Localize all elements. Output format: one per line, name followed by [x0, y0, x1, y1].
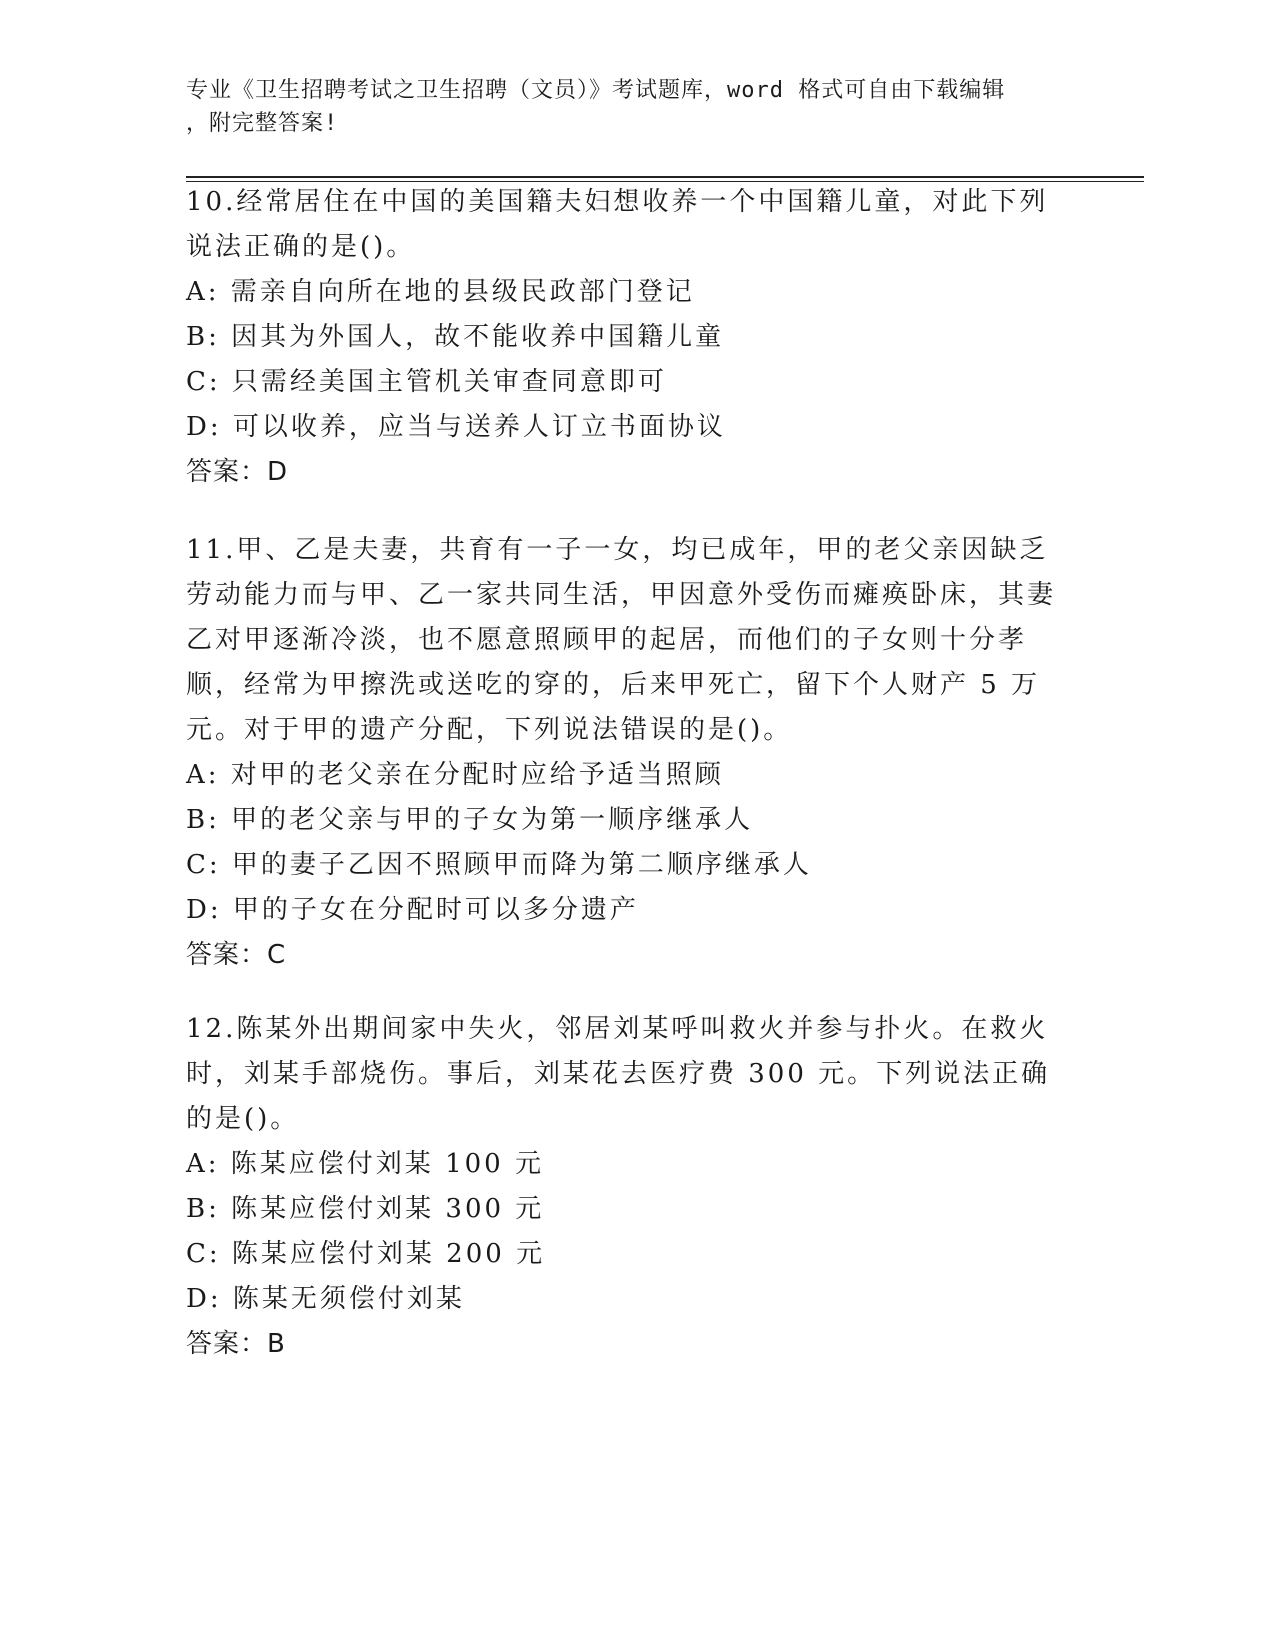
question-10 [186, 180, 1066, 495]
option-a: A: 陈某应偿付刘某 100 元 [186, 1149, 544, 1179]
question-11 [186, 528, 1066, 978]
header-divider-thick [186, 176, 1144, 178]
option-a: A: 对甲的老父亲在分配时应给予适当照顾 [186, 760, 724, 790]
answer: 答案：D [186, 457, 289, 487]
option-d: D: 陈某无须偿付刘某 [186, 1284, 465, 1314]
option-c: C: 只需经美国主管机关审查同意即可 [186, 367, 667, 397]
option-c: C: 甲的妻子乙因不照顾甲而降为第二顺序继承人 [186, 850, 812, 880]
option-c: C: 陈某应偿付刘某 200 元 [186, 1239, 546, 1269]
option-d: D: 可以收养，应当与送养人订立书面协议 [186, 412, 726, 442]
option-b: B: 甲的老父亲与甲的子女为第一顺序继承人 [186, 805, 754, 835]
question-12 [186, 1007, 1066, 1367]
option-b: B: 因其为外国人，故不能收养中国籍儿童 [186, 322, 725, 352]
header-line-2: ，附完整答案! [186, 111, 339, 136]
document-header [186, 74, 1086, 140]
option-a: A: 需亲自向所在地的县级民政部门登记 [186, 277, 695, 307]
header-line-1: 专业《卫生招聘考试之卫生招聘（文员）》考试题库，word 格式可自由下载编辑 [186, 78, 1006, 103]
answer: 答案：B [186, 1329, 286, 1359]
question-stem: 10.经常居住在中国的美国籍夫妇想收养一个中国籍儿童，对此下列说法正确的是()。 [186, 187, 1049, 262]
option-d: D: 甲的子女在分配时可以多分遗产 [186, 895, 639, 925]
question-stem: 12.陈某外出期间家中失火，邻居刘某呼叫救火并参与扑火。在救火时，刘某手部烧伤。事后，刘某花去医疗费 300 元。下列说法正确的是()。 [186, 1014, 1051, 1134]
answer: 答案：C [186, 940, 287, 970]
question-stem: 11.甲、乙是夫妻，共育有一子一女，均已成年，甲的老父亲因缺乏劳动能力而与甲、乙一家共同生活，甲因意外受伤而瘫痪卧床，其妻乙对甲逐渐冷淡，也不愿意照顾甲的起居，而他们的子女则十分孝顺，经常为甲擦洗或送吃的穿的，后来甲死亡，留下个人财产 5 万元。对于甲的遗产分配，下列说法错误的是()。 [186, 535, 1057, 745]
option-b: B: 陈某应偿付刘某 300 元 [186, 1194, 545, 1224]
